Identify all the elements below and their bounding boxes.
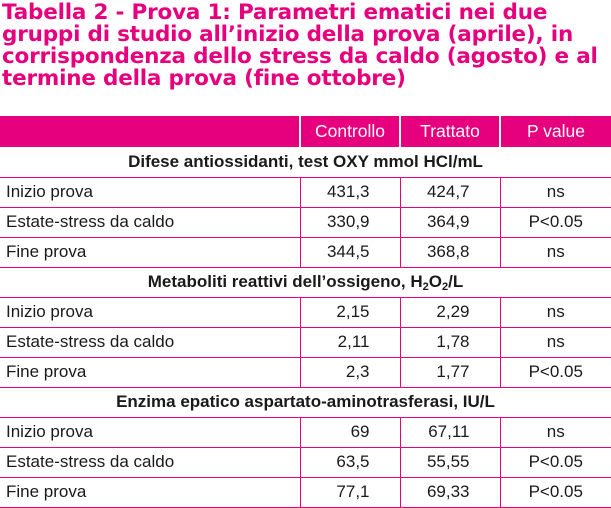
table-row	[0, 327, 611, 357]
section-label: Difese antiossidanti, test OXY mmol HCl/mL	[0, 147, 611, 177]
table-title: Tabella 2 - Prova 1: Parametri ematici nei due gruppi di studio all’inizio della prova (aprile), in corrispondenza dello stress da caldo (agosto) e al termine della prova (fine ottobre)	[2, 0, 598, 91]
row-label: Estate-stress da caldo	[0, 327, 300, 357]
trattato-value: 1,77	[400, 357, 500, 387]
header-controllo: Controllo	[300, 116, 400, 147]
section-label: Enzima epatico aspartato-aminotrasferasi, IU/L	[0, 387, 611, 417]
controllo-value: 2,3	[300, 357, 400, 387]
controllo-value: 431,3	[300, 177, 400, 207]
table-row	[0, 237, 611, 267]
row-label: Inizio prova	[0, 297, 300, 327]
section-label	[0, 267, 611, 297]
subscript-2: 2	[442, 280, 449, 293]
section-row-liver-enzyme	[0, 387, 611, 417]
trattato-value: 364,9	[400, 207, 500, 237]
section-label-text: Metaboliti reattivi dell’ossigeno, H	[147, 271, 423, 291]
table-row	[0, 357, 611, 387]
table-row	[0, 417, 611, 447]
section-label-unit: /L	[448, 271, 464, 291]
trattato-value: 2,29	[400, 297, 500, 327]
p-value: P<0.05	[500, 357, 611, 387]
trattato-value: 55,55	[400, 447, 500, 477]
controllo-value: 2,11	[300, 327, 400, 357]
section-label-o: O	[428, 271, 442, 291]
trattato-value: 67,11	[400, 417, 500, 447]
header-trattato: Trattato	[400, 116, 500, 147]
row-label: Inizio prova	[0, 417, 300, 447]
blood-parameters-table	[0, 116, 611, 508]
p-value: P<0.05	[500, 477, 611, 507]
section-row-antioxidant	[0, 147, 611, 177]
row-label: Estate-stress da caldo	[0, 207, 300, 237]
row-label: Inizio prova	[0, 177, 300, 207]
table-row	[0, 477, 611, 507]
trattato-value: 424,7	[400, 177, 500, 207]
row-label: Estate-stress da caldo	[0, 447, 300, 477]
row-label: Fine prova	[0, 237, 300, 267]
header-blank	[0, 116, 300, 147]
trattato-value: 69,33	[400, 477, 500, 507]
table-row	[0, 177, 611, 207]
controllo-value: 344,5	[300, 237, 400, 267]
p-value: ns	[500, 177, 611, 207]
controllo-value: 77,1	[300, 477, 400, 507]
controllo-value: 63,5	[300, 447, 400, 477]
controllo-value: 69	[300, 417, 400, 447]
controllo-value: 2,15	[300, 297, 400, 327]
trattato-value: 1,78	[400, 327, 500, 357]
header-p-value: P value	[500, 116, 611, 147]
p-value: ns	[500, 237, 611, 267]
table-row	[0, 207, 611, 237]
p-value: P<0.05	[500, 447, 611, 477]
section-row-reactive-oxygen	[0, 267, 611, 297]
p-value: P<0.05	[500, 207, 611, 237]
p-value: ns	[500, 417, 611, 447]
table-row	[0, 297, 611, 327]
trattato-value: 368,8	[400, 237, 500, 267]
row-label: Fine prova	[0, 477, 300, 507]
table-header-row	[0, 116, 611, 147]
row-label: Fine prova	[0, 357, 300, 387]
p-value: ns	[500, 327, 611, 357]
subscript-2: 2	[422, 280, 429, 293]
table-row	[0, 447, 611, 477]
controllo-value: 330,9	[300, 207, 400, 237]
p-value: ns	[500, 297, 611, 327]
